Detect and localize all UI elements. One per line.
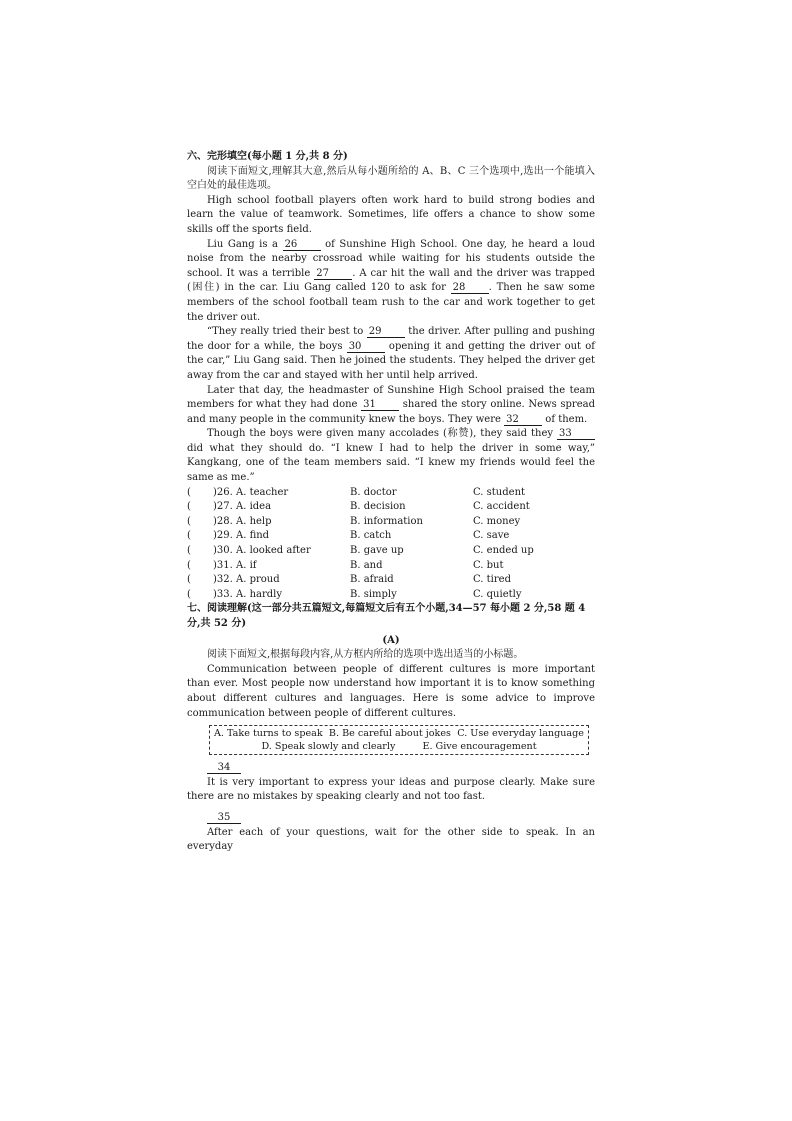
heading-option-a: A. Take turns to speak bbox=[214, 728, 323, 740]
heading-option-d: D. Speak slowly and clearly bbox=[261, 741, 396, 753]
answer-options bbox=[187, 486, 595, 603]
blank-33[interactable]: 33 bbox=[557, 428, 595, 440]
answer-slot[interactable]: ( bbox=[187, 588, 191, 600]
option-c: C. quietly bbox=[473, 588, 522, 600]
answer-slot[interactable]: ( bbox=[187, 501, 191, 513]
heading-option-e: E. Give encouragement bbox=[422, 741, 537, 753]
option-b: B. doctor bbox=[350, 486, 397, 498]
option-b: B. information bbox=[350, 515, 423, 527]
option-row-28 bbox=[187, 515, 595, 530]
option-c: C. but bbox=[473, 559, 504, 571]
passage-intro: Communication between people of different cultures is more important than ever. Most people now understand how important it is to know something about different cultures and languages. Here is some advice to improve communication between people of different cultures. bbox=[187, 663, 595, 719]
option-row-32 bbox=[187, 573, 595, 588]
cloze-paragraph-5: Though the boys were given many accolades (称赞), they said they 33 did what they should do. “I knew I had to help the driver in some way,” Kangkang, one of the team members said. “I knew my friends would feel the same as me.” bbox=[187, 428, 595, 484]
passage-label: (A) bbox=[382, 634, 400, 646]
option-a: )30. A. looked after bbox=[213, 545, 311, 557]
blank-27[interactable]: 27 bbox=[314, 268, 352, 280]
heading-option-c: C. Use everyday language bbox=[457, 728, 584, 740]
blank-30[interactable]: 30 bbox=[347, 341, 385, 353]
cloze-paragraph-3: “They really tried their best to 29 the driver. After pulling and pushing the door for a while, the boys 30 opening it and getting the driver out of the car,” Liu Gang said. Then he joined the students. They helped the driver get away from the car and stayed with her until help arrived. bbox=[187, 326, 596, 381]
section6-instruction: 阅读下面短文,理解其大意,然后从每小题所给的 A、B、C 三个选项中,选出一个能填入空白处的最佳选项。 bbox=[187, 165, 595, 192]
cloze-paragraph-1: High school football players often work hard to build strong bodies and learn the value of teamwork. Sometimes, life offers a chance to show some skills off the sports field. bbox=[187, 194, 595, 235]
option-a: )29. A. find bbox=[213, 530, 270, 542]
heading-slot-34 bbox=[187, 761, 595, 776]
option-a: )27. A. idea bbox=[213, 501, 272, 513]
answer-slot[interactable]: ( bbox=[187, 545, 191, 557]
cloze-paragraph-2: Liu Gang is a 26 of Sunshine High School. One day, he heard a loud noise from the nearby crossroad while waiting for his students outside the school. It was a terrible 27 . A car hit the wall and the driver was trapped (困住) in the car. Liu Gang called 120 to ask for 28 . Then he saw some members of the school football team rush to the car and work together to get the driver out. bbox=[187, 238, 595, 323]
answer-slot[interactable]: ( bbox=[187, 530, 191, 542]
option-b: B. afraid bbox=[350, 574, 394, 586]
section7-title: 七、阅读理解(这一部分共五篇短文,每篇短文后有五个小题,34—57 每小题 2 分,58 题 4 分,共 52 分) bbox=[187, 603, 586, 629]
section6-title: 六、完形填空(每小题 1 分,共 8 分) bbox=[187, 151, 348, 162]
exam-content bbox=[187, 150, 595, 855]
option-b: B. decision bbox=[350, 501, 406, 513]
answer-slot[interactable]: ( bbox=[187, 515, 191, 527]
heading-slot-35 bbox=[187, 811, 595, 826]
option-a: )31. A. if bbox=[213, 559, 257, 571]
option-c: C. tired bbox=[473, 574, 511, 586]
option-c: C. ended up bbox=[473, 545, 534, 557]
option-a: )33. A. hardly bbox=[213, 588, 282, 600]
option-b: B. and bbox=[350, 559, 383, 571]
option-row-26 bbox=[187, 486, 595, 501]
blank-35[interactable]: 35 bbox=[207, 812, 241, 824]
blank-29[interactable]: 29 bbox=[367, 326, 405, 338]
cloze-paragraph-4: Later that day, the headmaster of Sunshine High School praised the team members for what they had done 31 shared the story online. News spread and many people in the community knew the boys. They were 32 of them. bbox=[187, 384, 595, 425]
section7-instruction: 阅读下面短文,根据每段内容,从方框内所给的选项中选出适当的小标题。 bbox=[207, 649, 524, 661]
option-row-31 bbox=[187, 559, 595, 574]
option-a: )32. A. proud bbox=[213, 574, 280, 586]
option-row-33 bbox=[187, 588, 595, 603]
blank-34[interactable]: 34 bbox=[207, 762, 241, 774]
option-c: C. accident bbox=[473, 501, 530, 513]
option-c: C. save bbox=[473, 530, 510, 542]
heading-options-box bbox=[209, 725, 589, 755]
option-b: B. gave up bbox=[350, 545, 404, 557]
option-row-29 bbox=[187, 529, 595, 544]
blank-26[interactable]: 26 bbox=[283, 239, 321, 251]
option-row-27 bbox=[187, 500, 595, 515]
option-b: B. simply bbox=[350, 588, 397, 600]
answer-slot[interactable]: ( bbox=[187, 559, 191, 571]
blank-31[interactable]: 31 bbox=[361, 399, 399, 411]
blank-28[interactable]: 28 bbox=[451, 282, 489, 294]
blank-32[interactable]: 32 bbox=[504, 414, 542, 426]
option-a: )28. A. help bbox=[213, 515, 272, 527]
option-row-30 bbox=[187, 544, 595, 559]
heading-option-b: B. Be careful about jokes bbox=[328, 728, 451, 740]
answer-slot[interactable]: ( bbox=[187, 574, 191, 586]
option-c: C. money bbox=[473, 515, 521, 527]
option-a: )26. A. teacher bbox=[213, 486, 289, 498]
paragraph-34: It is very important to express your ideas and purpose clearly. Make sure there are no mistakes by speaking clearly and not too fast. bbox=[187, 776, 595, 803]
answer-slot[interactable]: ( bbox=[187, 486, 191, 498]
option-c: C. student bbox=[473, 486, 526, 498]
paragraph-35: After each of your questions, wait for the other side to speak. In an everyday bbox=[187, 826, 595, 853]
option-b: B. catch bbox=[350, 530, 392, 542]
